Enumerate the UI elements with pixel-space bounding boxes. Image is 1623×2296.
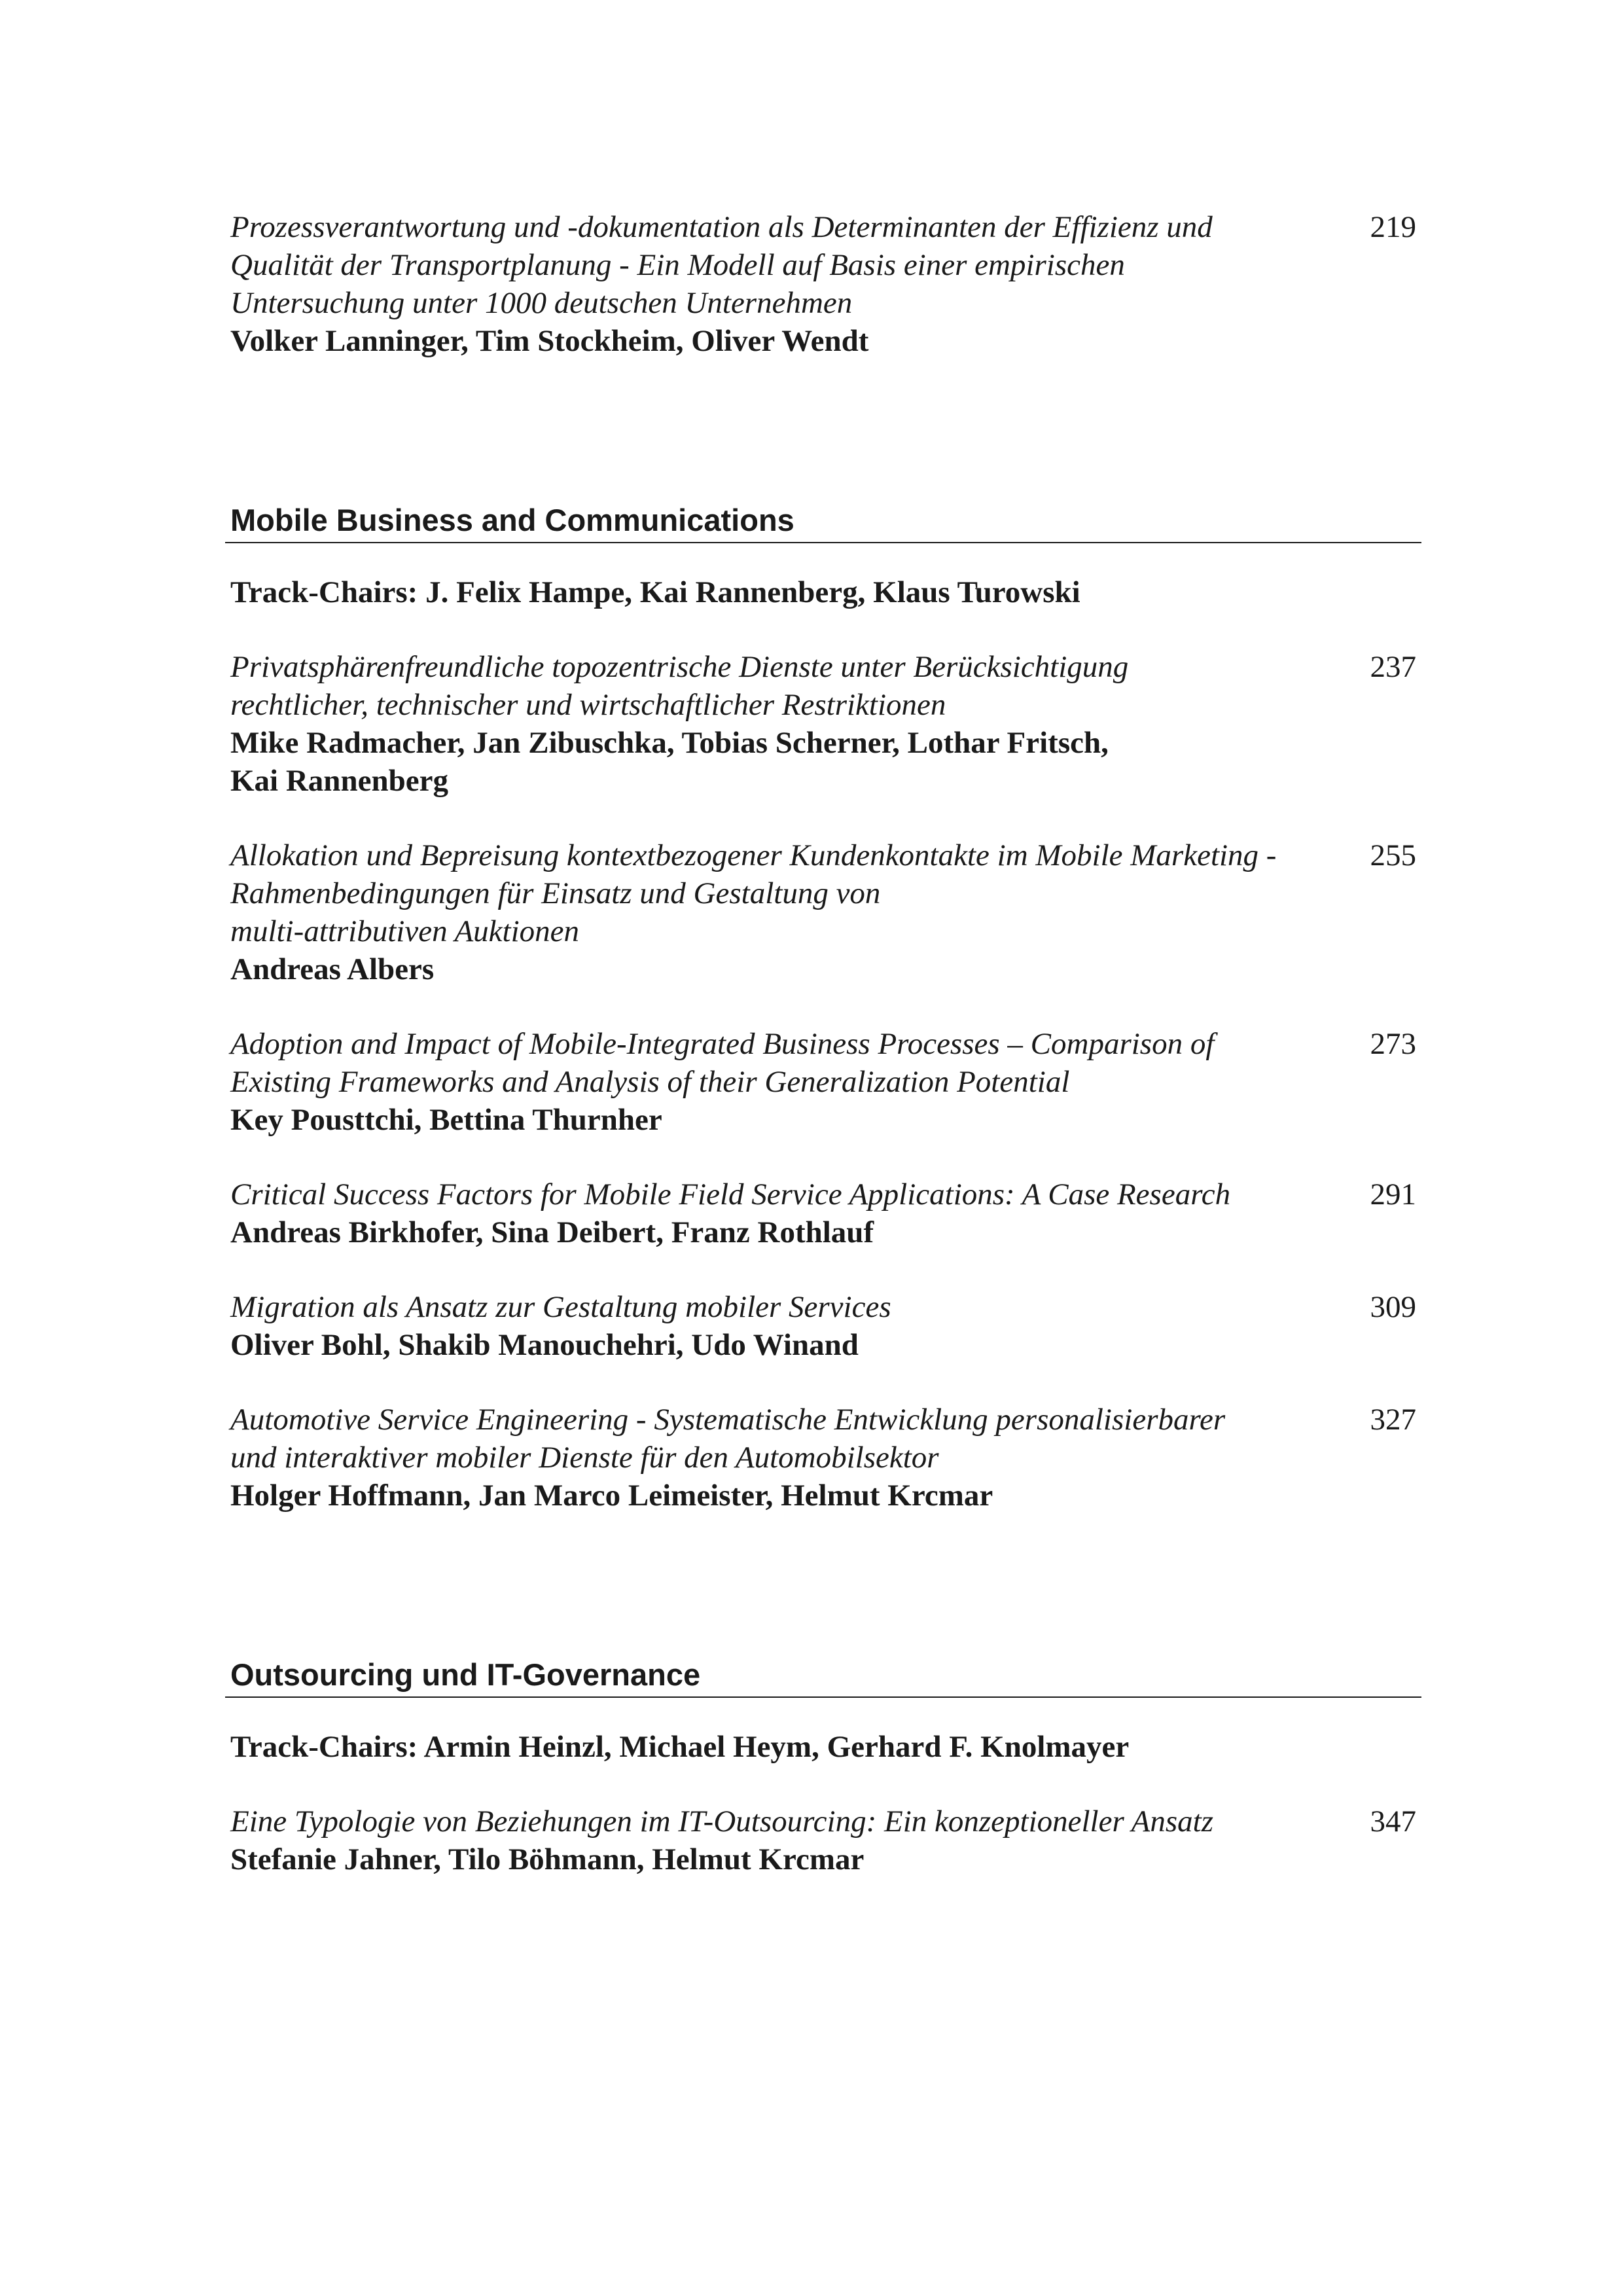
entry-page-number: 219	[1370, 210, 1416, 244]
track-chairs: Track-Chairs: Armin Heinzl, Michael Heym, Gerhard F. Knolmayer	[230, 1730, 1130, 1764]
entry-authors	[230, 1840, 1421, 1878]
entry-page-number: 327	[1370, 1403, 1416, 1437]
entry-authors	[230, 1477, 1421, 1515]
toc-page	[230, 208, 1421, 1878]
entry-title-line: Automotive Service Engineering - Systematische Entwicklung personalisierbarer	[230, 1403, 1226, 1437]
entry-title-line: Privatsphärenfreundliche topozentrische Dienste unter Berücksichtigung	[230, 650, 1129, 684]
entry-title	[230, 1025, 1356, 1101]
entry-title-line: Critical Success Factors for Mobile Field Service Applications: A Case Research	[230, 1177, 1231, 1211]
entry-title-line: und interaktiver mobiler Dienste für den Automobilsektor	[230, 1441, 939, 1475]
toc-entry	[230, 836, 1421, 988]
entry-page-number: 291	[1370, 1177, 1416, 1211]
track-chairs: Track-Chairs: J. Felix Hampe, Kai Rannenberg, Klaus Turowski	[230, 575, 1080, 609]
section-heading: Outsourcing und IT-Governance	[225, 1656, 1421, 1698]
entry-title-line: Qualität der Transportplanung - Ein Modell auf Basis einer empirischen	[230, 248, 1125, 282]
entry-title	[230, 648, 1356, 724]
entry-title-line: Eine Typologie von Beziehungen im IT-Outsourcing: Ein konzeptioneller Ansatz	[230, 1804, 1214, 1839]
toc-entry	[230, 1803, 1421, 1878]
entry-title-line: Adoption and Impact of Mobile-Integrated Business Processes – Comparison of	[230, 1027, 1215, 1061]
toc-entry	[230, 1025, 1421, 1139]
entry-page-number: 273	[1370, 1027, 1416, 1061]
entry-title	[230, 1288, 1356, 1326]
entry-title-line: Migration als Ansatz zur Gestaltung mobiler Services	[230, 1290, 891, 1324]
entry-title	[230, 1401, 1356, 1477]
entry-authors	[230, 1213, 1421, 1251]
entry-authors-line: Key Pousttchi, Bettina Thurnher	[230, 1103, 662, 1137]
entry-title	[230, 1803, 1356, 1840]
entry-title-line: Allokation und Bepreisung kontextbezogener Kundenkontakte im Mobile Marketing -	[230, 838, 1277, 872]
toc-entry	[230, 208, 1421, 360]
entry-page-number: 237	[1370, 650, 1416, 684]
entry-title-line: Rahmenbedingungen für Einsatz und Gestaltung von	[230, 876, 881, 910]
entry-authors-line: Andreas Albers	[230, 952, 435, 986]
entry-title	[230, 208, 1356, 322]
entry-authors	[230, 950, 1421, 988]
entry-authors-line: Stefanie Jahner, Tilo Böhmann, Helmut Krcmar	[230, 1842, 865, 1876]
toc-entry	[230, 1401, 1421, 1515]
entry-authors-line: Volker Lanninger, Tim Stockheim, Oliver Wendt	[230, 324, 869, 358]
entry-title-line: Existing Frameworks and Analysis of their Generalization Potential	[230, 1065, 1070, 1099]
entry-authors-line: Andreas Birkhofer, Sina Deibert, Franz Rothlauf	[230, 1215, 874, 1249]
entry-title-line: rechtlicher, technischer und wirtschaftlicher Restriktionen	[230, 688, 946, 722]
entry-title-line: Prozessverantwortung und -dokumentation als Determinanten der Effizienz und	[230, 210, 1213, 244]
entry-title	[230, 836, 1356, 950]
entry-title-line: multi-attributiven Auktionen	[230, 914, 580, 948]
entry-authors-line: Holger Hoffmann, Jan Marco Leimeister, Helmut Krcmar	[230, 1479, 993, 1513]
entry-authors-line: Oliver Bohl, Shakib Manouchehri, Udo Winand	[230, 1328, 859, 1362]
entry-title-line: Untersuchung unter 1000 deutschen Unternehmen	[230, 286, 853, 320]
entry-authors	[230, 1326, 1421, 1364]
entry-authors	[230, 322, 1421, 360]
toc-entry	[230, 648, 1421, 800]
entry-page-number: 309	[1370, 1290, 1416, 1324]
section-heading: Mobile Business and Communications	[225, 501, 1421, 543]
entry-page-number: 347	[1370, 1804, 1416, 1839]
entry-title	[230, 1175, 1356, 1213]
entry-page-number: 255	[1370, 838, 1416, 872]
entry-authors	[230, 1101, 1421, 1139]
entry-authors	[230, 724, 1421, 800]
entry-authors-line: Kai Rannenberg	[230, 764, 448, 798]
toc-entry	[230, 1175, 1421, 1251]
entry-authors-line: Mike Radmacher, Jan Zibuschka, Tobias Scherner, Lothar Fritsch,	[230, 726, 1109, 760]
toc-entry	[230, 1288, 1421, 1364]
